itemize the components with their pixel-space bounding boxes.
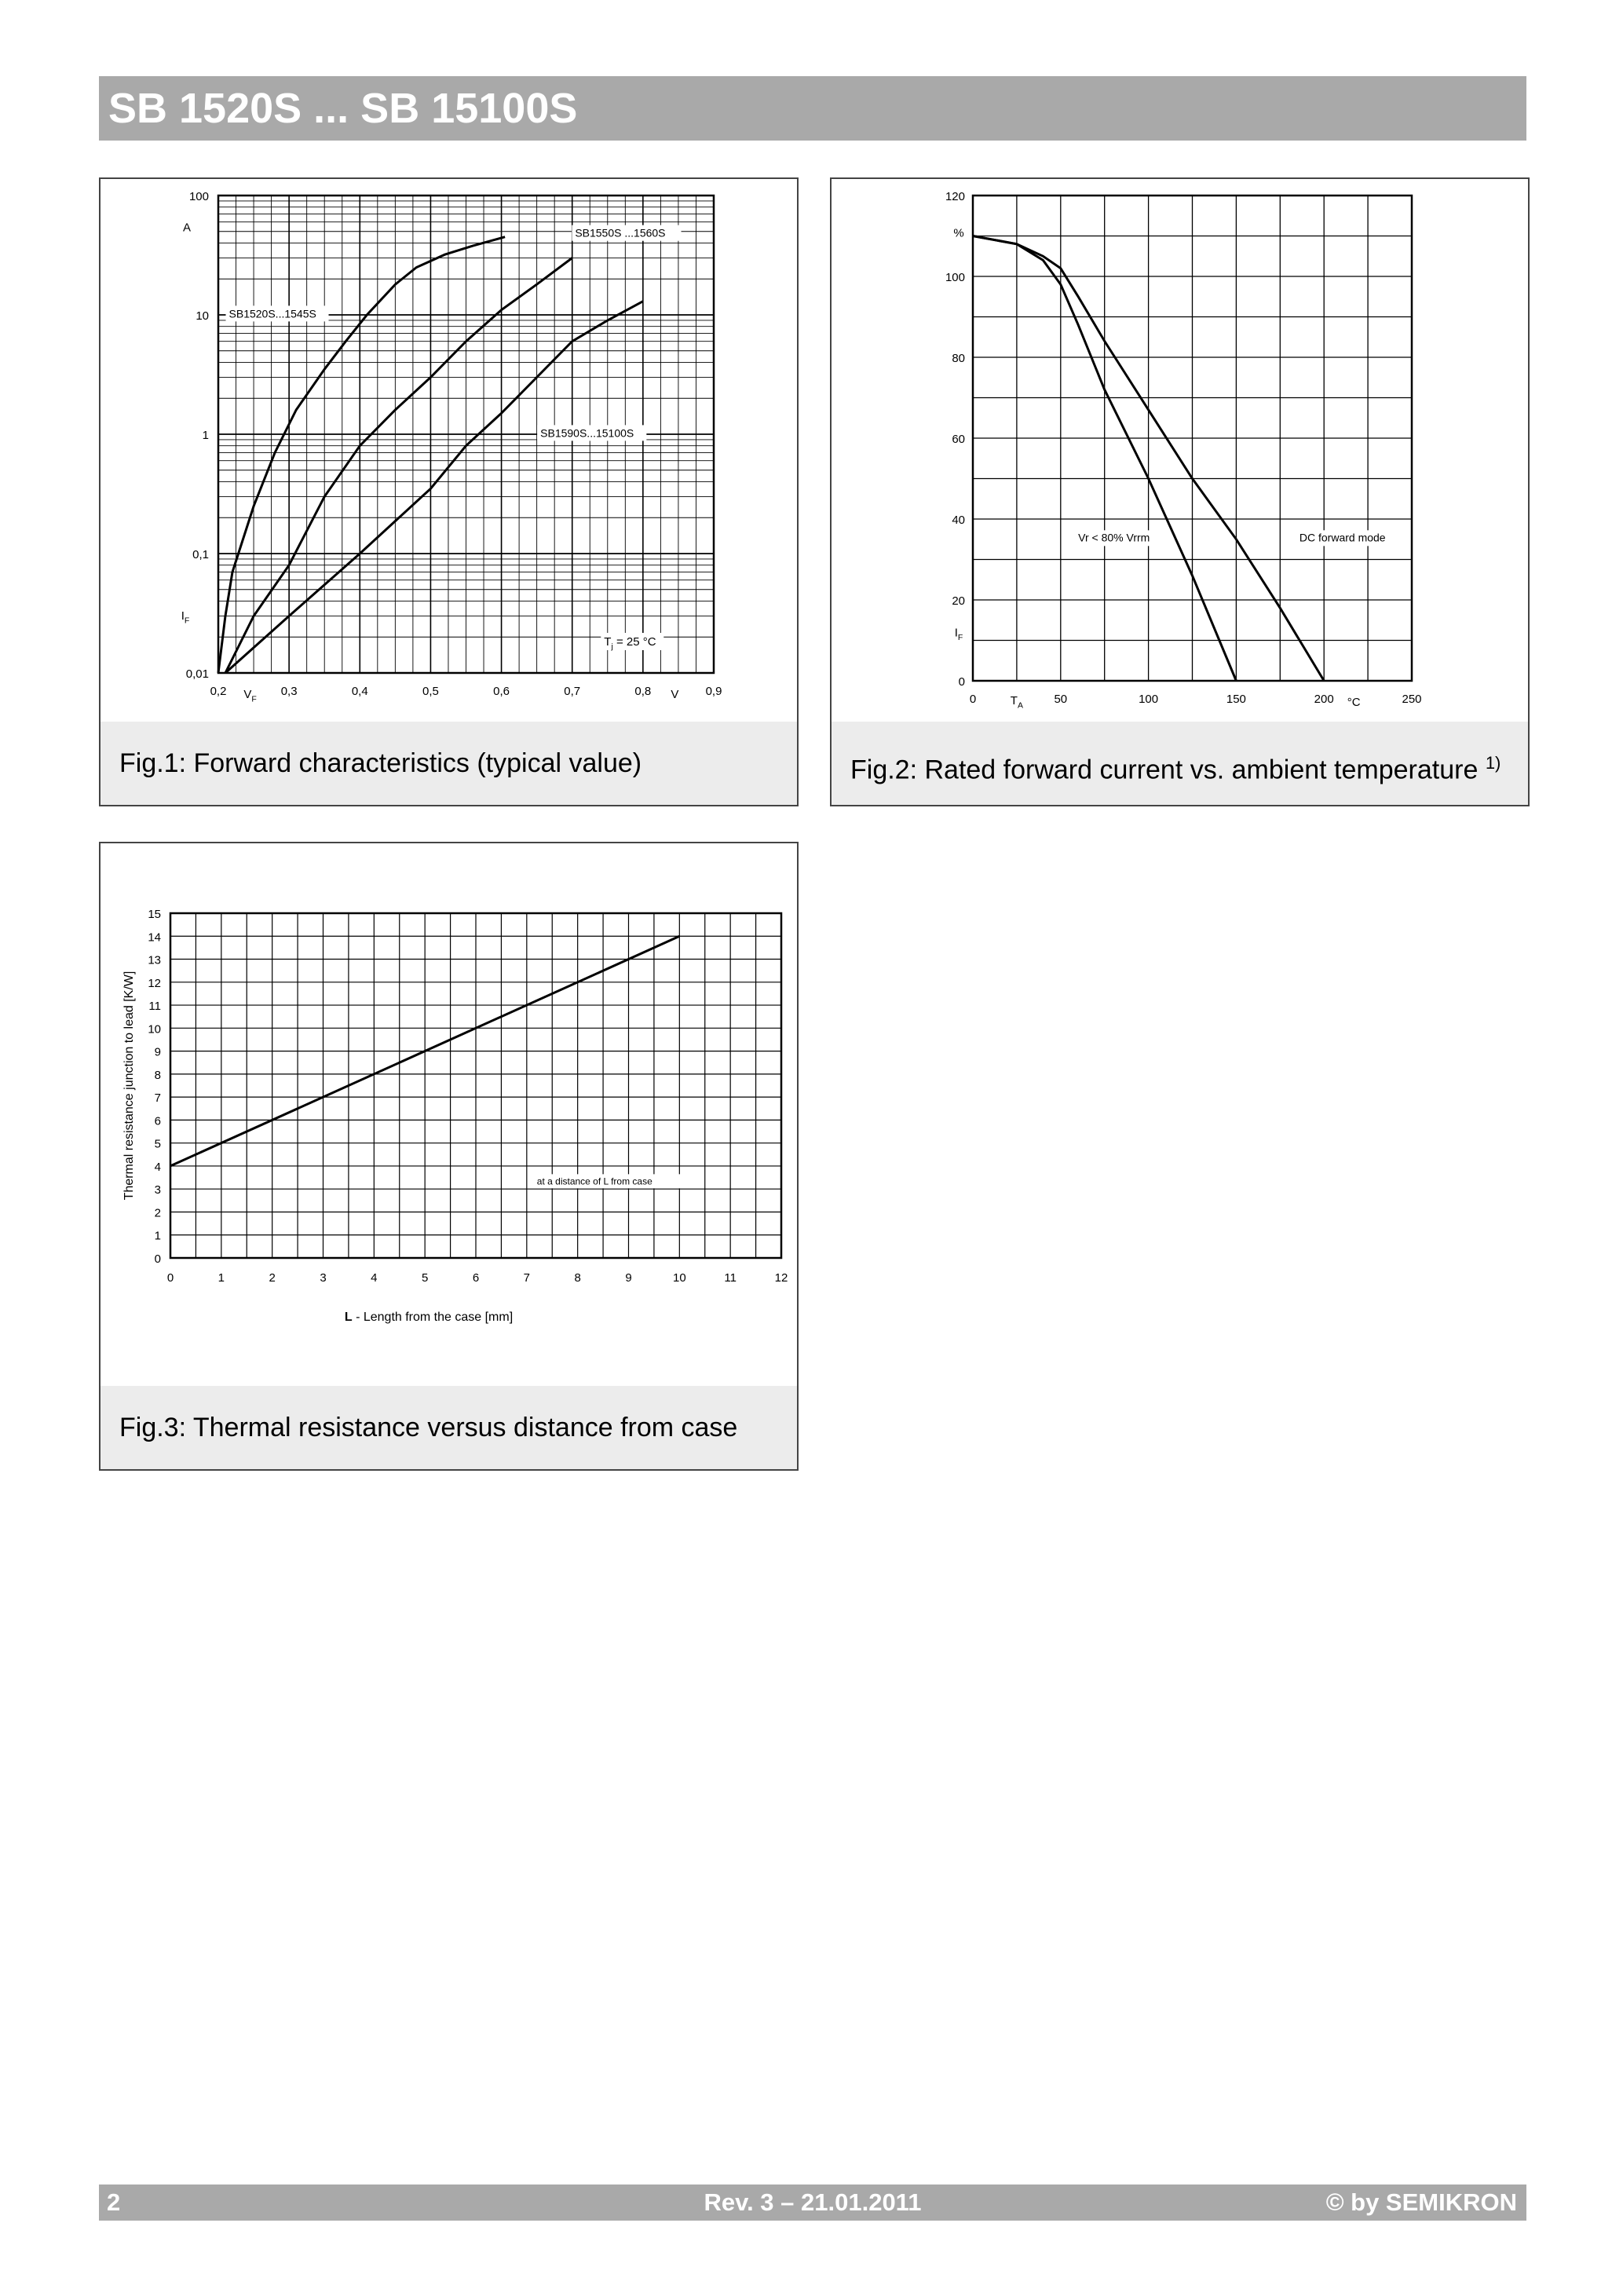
revision-text: Rev. 3 – 21.01.2011 xyxy=(704,2188,922,2216)
copyright-text: © by SEMIKRON xyxy=(1325,2188,1517,2216)
x-tick-label: 150 xyxy=(1226,693,1246,706)
x-tick-label: 100 xyxy=(1139,693,1159,706)
x-tick-label: 200 xyxy=(1314,693,1334,706)
y-tick-label: 7 xyxy=(154,1091,161,1106)
figure-3-panel xyxy=(99,842,799,1471)
x-tick-label: 6 xyxy=(472,1271,480,1285)
x-tick-label: 50 xyxy=(1054,693,1068,706)
y-tick-label: 5 xyxy=(154,1137,161,1151)
y-tick-label: 13 xyxy=(148,953,161,967)
x-tick-label: 8 xyxy=(574,1271,581,1285)
figure-3-caption-text: Fig.3: Thermal resistance versus distance from case xyxy=(119,1413,738,1442)
thermal-resistance-chart xyxy=(101,843,797,1385)
y-tick-label: 60 xyxy=(952,433,965,446)
rated-forward-current-chart xyxy=(832,179,1528,721)
page-title: SB 1520S ... SB 15100S xyxy=(108,85,578,132)
y-tick-label: 12 xyxy=(148,976,161,990)
y-tick-label: 4 xyxy=(154,1160,161,1174)
y-tick-label: 15 xyxy=(148,908,161,921)
x-tick-label: 0,5 xyxy=(422,685,439,698)
series-label-2: DC forward mode xyxy=(1299,531,1386,544)
y-tick-label: 3 xyxy=(154,1183,161,1197)
forward-characteristics-chart xyxy=(101,179,797,721)
x-tick-label: 0,3 xyxy=(280,685,298,698)
y-tick-label: 8 xyxy=(154,1068,161,1082)
x-tick-label: 9 xyxy=(625,1271,632,1285)
series-label-1: Vr < 80% Vrrm xyxy=(1078,531,1150,544)
y-tick-label: 100 xyxy=(945,271,965,284)
series-line-1 xyxy=(218,237,505,673)
x-axis-symbol: $T_A$ xyxy=(1010,694,1023,711)
figure-2-caption xyxy=(832,722,1528,805)
y-tick-label: 0 xyxy=(958,675,965,689)
x-tick-label: 0 xyxy=(969,693,977,706)
y-tick-label: 120 xyxy=(945,190,965,203)
figure-1-caption xyxy=(101,722,797,805)
y-tick-label: 1 xyxy=(154,1229,161,1243)
y-axis-label: Thermal resistance junction to lead [K/W] xyxy=(122,971,136,1201)
x-tick-label: 0,9 xyxy=(705,685,722,698)
y-tick-label: 10 xyxy=(196,309,209,323)
x-axis-unit: °C xyxy=(1347,696,1361,709)
x-tick-label: 4 xyxy=(371,1271,378,1285)
x-tick-label: 7 xyxy=(523,1271,531,1285)
x-tick-label: 0,6 xyxy=(493,685,510,698)
x-axis-unit: V xyxy=(671,688,679,701)
y-tick-label: 6 xyxy=(154,1114,161,1128)
y-axis-unit: A xyxy=(182,221,192,235)
x-tick-label: 2 xyxy=(269,1271,276,1285)
figure-2-panel xyxy=(830,177,1530,806)
x-tick-label: 0 xyxy=(166,1271,174,1285)
series-label-2: SB1550S ...1560S xyxy=(575,226,666,239)
x-axis-label: L - Length from the case [mm] xyxy=(344,1311,514,1324)
y-tick-label: 9 xyxy=(154,1045,161,1059)
x-tick-label: 0,4 xyxy=(351,685,368,698)
y-tick-label: 14 xyxy=(148,930,161,945)
tj-annotation: $T_j = 25$ °C xyxy=(604,634,656,652)
y-tick-label: 0,1 xyxy=(192,548,209,561)
series-label-3: SB1590S...15100S xyxy=(540,426,634,440)
y-tick-label: 1 xyxy=(202,429,209,442)
y-tick-label: 11 xyxy=(148,1000,161,1014)
x-tick-label: 0,2 xyxy=(210,685,227,698)
y-axis-symbol: $I_F$ xyxy=(954,626,963,642)
y-tick-label: 0 xyxy=(154,1252,161,1266)
x-tick-label: 0,7 xyxy=(564,685,581,698)
x-tick-label: 1 xyxy=(217,1271,225,1285)
series-label-1: SB1520S...1545S xyxy=(228,307,316,320)
y-tick-label: 40 xyxy=(952,514,965,527)
figure-1-panel xyxy=(99,177,799,806)
y-tick-label: 10 xyxy=(148,1022,161,1036)
x-tick-label: 250 xyxy=(1402,693,1422,706)
y-axis-symbol: $I_F$ xyxy=(181,609,190,626)
y-tick-label: 0,01 xyxy=(185,667,209,681)
x-axis-symbol: $V_F$ xyxy=(243,688,257,704)
x-tick-label: 5 xyxy=(421,1271,429,1285)
series-line-3 xyxy=(225,302,643,673)
y-tick-label: 100 xyxy=(188,190,209,203)
figure-3-caption xyxy=(101,1386,797,1469)
y-tick-label: 80 xyxy=(952,352,965,365)
page-header xyxy=(99,76,1526,141)
x-tick-label: 3 xyxy=(320,1271,327,1285)
page-footer xyxy=(99,2184,1526,2221)
page-number: 2 xyxy=(107,2188,121,2216)
distance-annotation: at a distance of L from case xyxy=(536,1175,652,1187)
y-axis-unit: % xyxy=(953,226,964,240)
figure-2-caption-footnote: 1) xyxy=(1485,753,1501,773)
figure-1-caption-text: Fig.1: Forward characteristics (typical value) xyxy=(119,748,642,778)
x-tick-label: 11 xyxy=(724,1271,737,1285)
x-tick-label: 0,8 xyxy=(634,685,652,698)
figure-2-caption-text: Fig.2: Rated forward current vs. ambient temperature xyxy=(850,755,1479,785)
x-tick-label: 10 xyxy=(672,1271,686,1285)
x-tick-label: 12 xyxy=(774,1271,788,1285)
y-tick-label: 2 xyxy=(154,1206,161,1220)
y-tick-label: 20 xyxy=(952,594,965,608)
